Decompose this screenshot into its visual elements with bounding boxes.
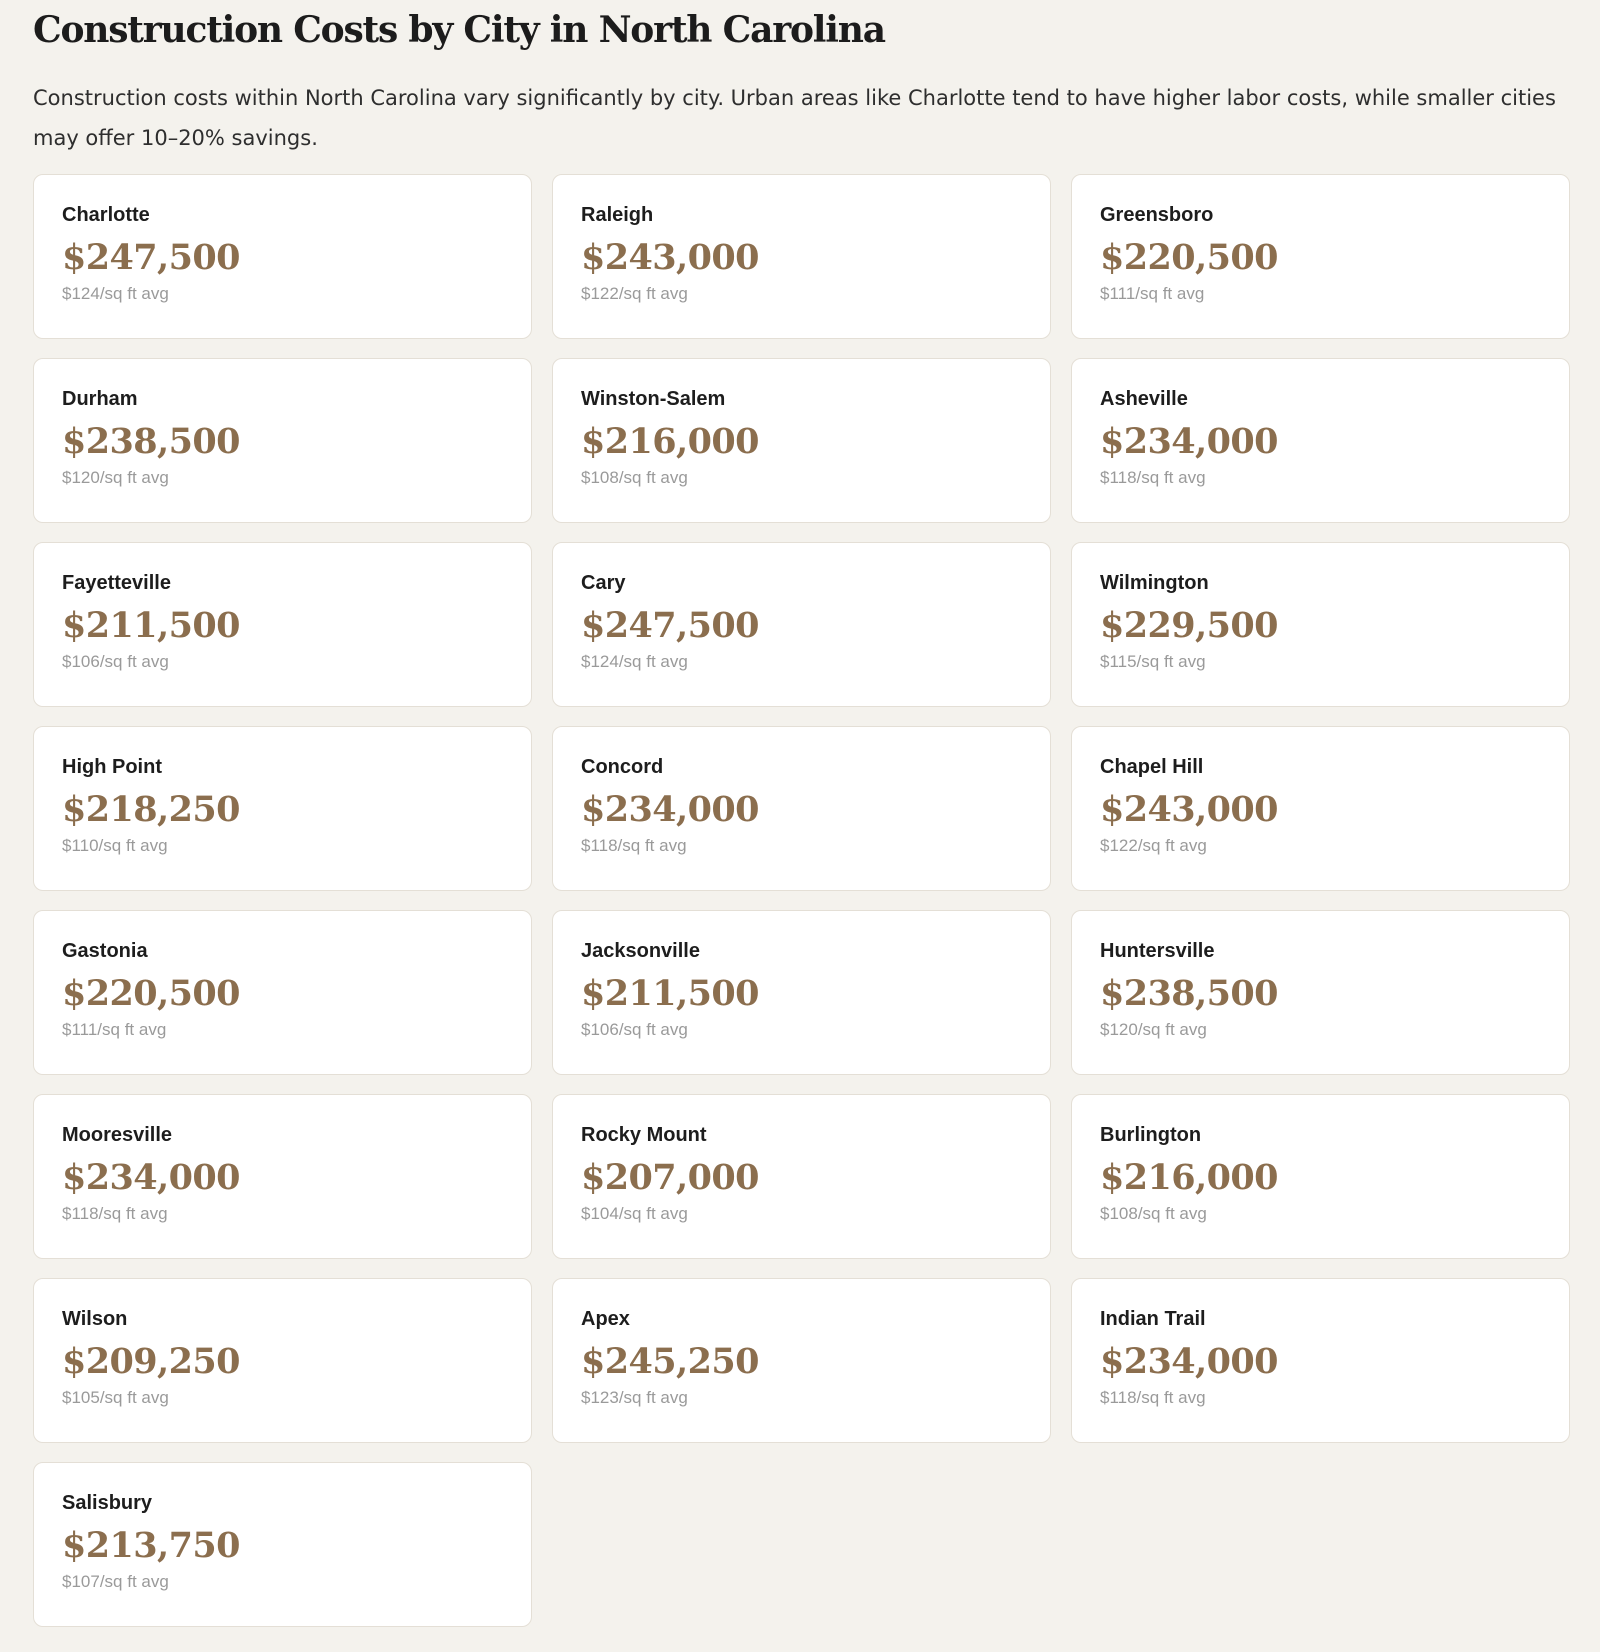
city-total-cost: $213,750 bbox=[62, 1525, 240, 1566]
city-sqft-cost: $120/sq ft avg bbox=[62, 468, 169, 487]
city-name: Apex bbox=[581, 1308, 630, 1330]
city-card bbox=[552, 358, 1051, 523]
city-sqft-cost: $120/sq ft avg bbox=[1100, 1020, 1207, 1039]
city-sqft-cost: $123/sq ft avg bbox=[581, 1388, 688, 1407]
city-sqft-cost: $122/sq ft avg bbox=[581, 284, 688, 303]
city-sqft-cost: $111/sq ft avg bbox=[62, 1020, 167, 1039]
city-card bbox=[552, 1278, 1051, 1443]
city-total-cost: $209,250 bbox=[62, 1341, 240, 1382]
city-name: Fayetteville bbox=[62, 572, 171, 594]
city-card bbox=[1071, 726, 1570, 891]
city-sqft-cost: $107/sq ft avg bbox=[62, 1572, 169, 1591]
city-sqft-cost: $105/sq ft avg bbox=[62, 1388, 169, 1407]
city-card bbox=[33, 1278, 532, 1443]
city-sqft-cost: $110/sq ft avg bbox=[62, 836, 168, 855]
city-sqft-cost: $118/sq ft avg bbox=[581, 836, 687, 855]
city-name: Mooresville bbox=[62, 1124, 173, 1146]
city-card bbox=[1071, 1278, 1570, 1443]
intro-paragraph: Construction costs within North Carolina vary significantly by city. Urban areas like Charlotte tend to have higher labor costs, while smaller cities may offer 10–20% savings. bbox=[33, 86, 1556, 150]
city-total-cost: $234,000 bbox=[581, 789, 759, 830]
city-sqft-cost: $118/sq ft avg bbox=[1100, 1388, 1206, 1407]
city-total-cost: $243,000 bbox=[581, 237, 759, 278]
city-card bbox=[1071, 358, 1570, 523]
city-sqft-cost: $124/sq ft avg bbox=[581, 652, 688, 671]
city-card bbox=[33, 174, 532, 339]
city-name: Greensboro bbox=[1100, 204, 1214, 226]
city-total-cost: $211,500 bbox=[62, 605, 240, 646]
city-total-cost: $207,000 bbox=[581, 1157, 759, 1198]
city-card bbox=[552, 1094, 1051, 1259]
city-total-cost: $234,000 bbox=[1100, 421, 1278, 462]
city-card bbox=[1071, 174, 1570, 339]
city-name: Chapel Hill bbox=[1100, 756, 1204, 778]
city-total-cost: $243,000 bbox=[1100, 789, 1278, 830]
city-name: Winston-Salem bbox=[581, 388, 726, 410]
city-sqft-cost: $124/sq ft avg bbox=[62, 284, 169, 303]
city-sqft-cost: $106/sq ft avg bbox=[581, 1020, 688, 1039]
city-card bbox=[33, 1462, 532, 1627]
city-total-cost: $220,500 bbox=[1100, 237, 1278, 278]
city-sqft-cost: $115/sq ft avg bbox=[1100, 652, 1206, 671]
city-total-cost: $247,500 bbox=[581, 605, 759, 646]
page-title: Construction Costs by City in North Carolina bbox=[33, 9, 885, 51]
city-name: Cary bbox=[581, 572, 626, 594]
city-name: Rocky Mount bbox=[581, 1124, 707, 1146]
city-card bbox=[33, 726, 532, 891]
city-name: Asheville bbox=[1100, 388, 1188, 410]
city-card bbox=[1071, 910, 1570, 1075]
city-sqft-cost: $118/sq ft avg bbox=[1100, 468, 1206, 487]
city-card bbox=[33, 358, 532, 523]
city-total-cost: $218,250 bbox=[62, 789, 240, 830]
city-total-cost: $238,500 bbox=[62, 421, 240, 462]
city-name: Burlington bbox=[1100, 1124, 1202, 1146]
city-card bbox=[552, 174, 1051, 339]
city-sqft-cost: $108/sq ft avg bbox=[1100, 1204, 1207, 1223]
city-name: Durham bbox=[62, 388, 138, 410]
city-total-cost: $234,000 bbox=[62, 1157, 240, 1198]
city-card bbox=[552, 910, 1051, 1075]
city-name: Huntersville bbox=[1100, 940, 1215, 962]
city-name: Concord bbox=[581, 756, 664, 778]
city-sqft-cost: $104/sq ft avg bbox=[581, 1204, 688, 1223]
city-total-cost: $238,500 bbox=[1100, 973, 1278, 1014]
city-card bbox=[552, 726, 1051, 891]
city-total-cost: $211,500 bbox=[581, 973, 759, 1014]
city-total-cost: $216,000 bbox=[581, 421, 759, 462]
city-card bbox=[1071, 542, 1570, 707]
city-name: Salisbury bbox=[62, 1492, 153, 1514]
city-name: Raleigh bbox=[581, 204, 654, 226]
city-cost-grid bbox=[33, 174, 1569, 1627]
city-name: Gastonia bbox=[62, 940, 148, 962]
city-name: Wilson bbox=[62, 1308, 128, 1330]
page-content bbox=[33, 0, 1569, 1591]
city-sqft-cost: $111/sq ft avg bbox=[1100, 284, 1205, 303]
city-name: High Point bbox=[62, 756, 162, 778]
city-sqft-cost: $122/sq ft avg bbox=[1100, 836, 1207, 855]
city-name: Charlotte bbox=[62, 204, 150, 226]
city-card bbox=[1071, 1094, 1570, 1259]
city-sqft-cost: $106/sq ft avg bbox=[62, 652, 169, 671]
city-name: Jacksonville bbox=[581, 940, 700, 962]
city-card bbox=[33, 1094, 532, 1259]
city-sqft-cost: $118/sq ft avg bbox=[62, 1204, 168, 1223]
city-card bbox=[552, 542, 1051, 707]
city-sqft-cost: $108/sq ft avg bbox=[581, 468, 688, 487]
city-total-cost: $220,500 bbox=[62, 973, 240, 1014]
city-total-cost: $216,000 bbox=[1100, 1157, 1278, 1198]
city-total-cost: $245,250 bbox=[581, 1341, 759, 1382]
city-name: Indian Trail bbox=[1100, 1308, 1206, 1330]
city-card bbox=[33, 910, 532, 1075]
city-card bbox=[33, 542, 532, 707]
city-name: Wilmington bbox=[1100, 572, 1209, 594]
city-total-cost: $234,000 bbox=[1100, 1341, 1278, 1382]
city-total-cost: $247,500 bbox=[62, 237, 240, 278]
city-total-cost: $229,500 bbox=[1100, 605, 1278, 646]
